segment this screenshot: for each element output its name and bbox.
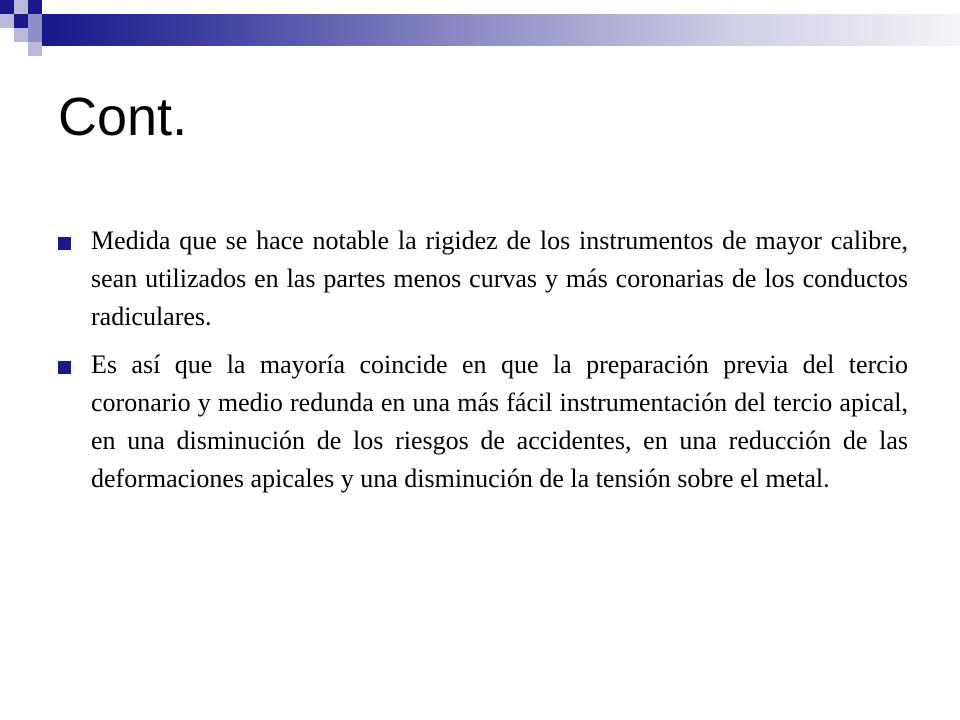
decor-square [14, 14, 28, 28]
header-decoration [0, 0, 960, 60]
slide-body [58, 222, 908, 508]
decor-square [28, 14, 42, 28]
decor-square [14, 0, 28, 14]
decor-square [0, 0, 14, 14]
decor-square [42, 14, 56, 46]
decor-square [28, 42, 42, 56]
slide-title: Cont. [58, 87, 188, 147]
decor-square [28, 0, 42, 14]
gradient-header-bar [56, 14, 960, 46]
bullet-text: Es así que la mayoría coincide en que la preparación previa del tercio coronario y medio redunda en una más fácil instrumentación del tercio apical, en una disminución de los riesgos de accidentes, en una reducción de las deformaciones apicales y una disminución de la tensión sobre el metal. [91, 350, 908, 493]
decor-square [14, 28, 28, 42]
bullet-item [58, 222, 908, 336]
bullet-text: Medida que se hace notable la rigidez de los instrumentos de mayor calibre, sean utilizados en las partes menos curvas y más coronarias de los conductos radiculares. [91, 226, 908, 331]
square-bullet-icon [58, 361, 71, 374]
decor-square [28, 28, 42, 42]
square-bullet-icon [58, 237, 71, 250]
bullet-item [58, 346, 908, 498]
decor-square [0, 14, 14, 28]
